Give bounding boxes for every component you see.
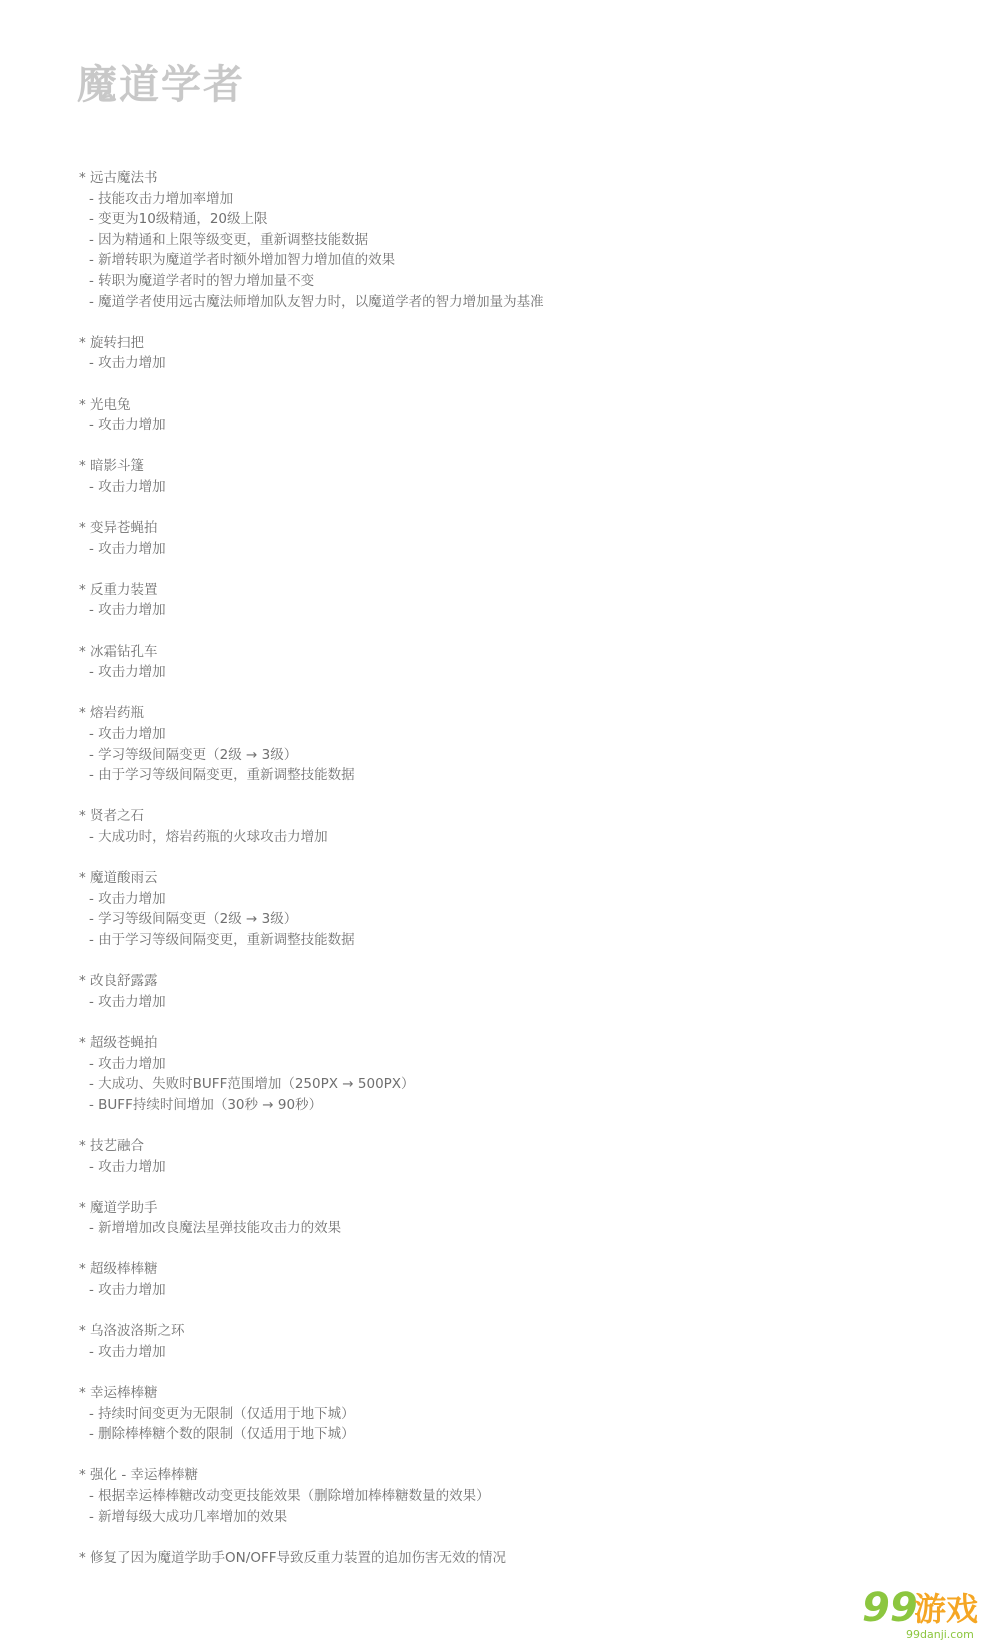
- section-item: - 删除棒棒糖个数的限制（仅适用于地下城）: [89, 1426, 355, 1443]
- section-item: - 由于学习等级间隔变更，重新调整技能数据: [89, 931, 355, 948]
- note-section: [79, 518, 959, 559]
- section-item: - 攻击力增加: [89, 540, 166, 557]
- section-item: - 转职为魔道学者时的智力增加量不变: [89, 272, 315, 289]
- section-header: * 暗影斗篷: [79, 458, 145, 475]
- note-section: [79, 1383, 959, 1445]
- note-section: [79, 1465, 959, 1527]
- section-item: - 攻击力增加: [89, 478, 166, 495]
- note-section: [79, 868, 959, 950]
- section-item: - 新增每级大成功几率增加的效果: [89, 1508, 288, 1525]
- section-item: - 攻击力增加: [89, 993, 166, 1010]
- section-header: * 贤者之石: [79, 808, 145, 825]
- note-section: [79, 1548, 959, 1569]
- section-item: - 攻击力增加: [89, 1158, 166, 1175]
- section-item: - 持续时间变更为无限制（仅适用于地下城）: [89, 1405, 355, 1422]
- patch-notes: [79, 168, 959, 1589]
- section-item: - 因为精通和上限等级变更，重新调整技能数据: [89, 231, 369, 248]
- section-header: * 远古魔法书: [79, 170, 158, 186]
- watermark-url: 99danji.com: [906, 1628, 974, 1641]
- section-item: - 根据幸运棒棒糖改动变更技能效果（删除增加棒棒糖数量的效果）: [89, 1488, 490, 1504]
- note-section: [79, 806, 959, 847]
- note-section: [79, 395, 959, 436]
- section-item: - 大成功、失败时BUFF范围增加（250PX → 500PX）: [89, 1076, 415, 1093]
- section-item: - 攻击力增加: [89, 664, 166, 681]
- section-header: * 光电兔: [79, 396, 131, 413]
- section-item: - 攻击力增加: [89, 1343, 166, 1360]
- section-header: * 反重力装置: [79, 581, 158, 598]
- section-header: * 改良舒露露: [79, 973, 158, 990]
- note-section: [79, 333, 959, 374]
- section-item: - 由于学习等级间隔变更，重新调整技能数据: [89, 767, 355, 784]
- note-section: [79, 456, 959, 497]
- section-header: * 技艺融合: [79, 1137, 145, 1154]
- section-header: * 魔道学助手: [79, 1199, 158, 1216]
- section-item: - 大成功时，熔岩药瓶的火球攻击力增加: [89, 829, 328, 845]
- section-header: * 冰霜钻孔车: [79, 643, 158, 660]
- section-item: - 变更为10级精通，20级上限: [89, 211, 268, 228]
- watermark-digits: 99: [862, 1585, 918, 1631]
- section-item: - 技能攻击力增加率增加: [89, 190, 234, 207]
- section-item: - 学习等级间隔变更（2级 → 3级）: [89, 911, 298, 928]
- note-section: [79, 1033, 959, 1115]
- section-item: - 学习等级间隔变更（2级 → 3级）: [89, 746, 298, 763]
- section-item: - 攻击力增加: [89, 1055, 166, 1072]
- section-item: - 攻击力增加: [89, 1282, 166, 1299]
- section-header: * 幸运棒棒糖: [79, 1385, 158, 1402]
- site-watermark-logo: [862, 1586, 994, 1646]
- section-header: * 旋转扫把: [79, 334, 145, 351]
- note-section: [79, 1259, 959, 1300]
- page-title: 魔道学者: [77, 62, 245, 108]
- section-header: * 变异苍蝇拍: [79, 520, 158, 537]
- watermark-text: 游戏: [914, 1590, 979, 1628]
- section-item: - 攻击力增加: [89, 602, 166, 619]
- section-item: - 新增转职为魔道学者时额外增加智力增加值的效果: [89, 252, 396, 269]
- note-section: [79, 1321, 959, 1362]
- section-item: - BUFF持续时间增加（30秒 → 90秒）: [89, 1096, 323, 1113]
- section-header: * 魔道酸雨云: [79, 870, 158, 887]
- section-header: * 强化 - 幸运棒棒糖: [79, 1467, 198, 1484]
- section-item: - 攻击力增加: [89, 890, 166, 907]
- note-section: [79, 168, 959, 312]
- note-section: [79, 971, 959, 1012]
- note-section: [79, 642, 959, 683]
- note-section: [79, 580, 959, 621]
- section-header: * 超级苍蝇拍: [79, 1034, 158, 1051]
- section-header: * 超级棒棒糖: [79, 1261, 158, 1278]
- section-item: - 新增增加改良魔法星弹技能攻击力的效果: [89, 1220, 342, 1237]
- note-section: [79, 1136, 959, 1177]
- section-item: - 攻击力增加: [89, 355, 166, 372]
- section-item: - 攻击力增加: [89, 726, 166, 743]
- section-header: * 乌洛波洛斯之环: [79, 1323, 185, 1340]
- section-item: - 攻击力增加: [89, 417, 166, 434]
- section-header: * 修复了因为魔道学助手ON/OFF导致反重力装置的追加伤害无效的情况: [79, 1549, 506, 1566]
- note-section: [79, 1198, 959, 1239]
- section-item: - 魔道学者使用远古魔法师增加队友智力时，以魔道学者的智力增加量为基准: [89, 293, 544, 310]
- note-section: [79, 703, 959, 785]
- section-header: * 熔岩药瓶: [79, 705, 145, 722]
